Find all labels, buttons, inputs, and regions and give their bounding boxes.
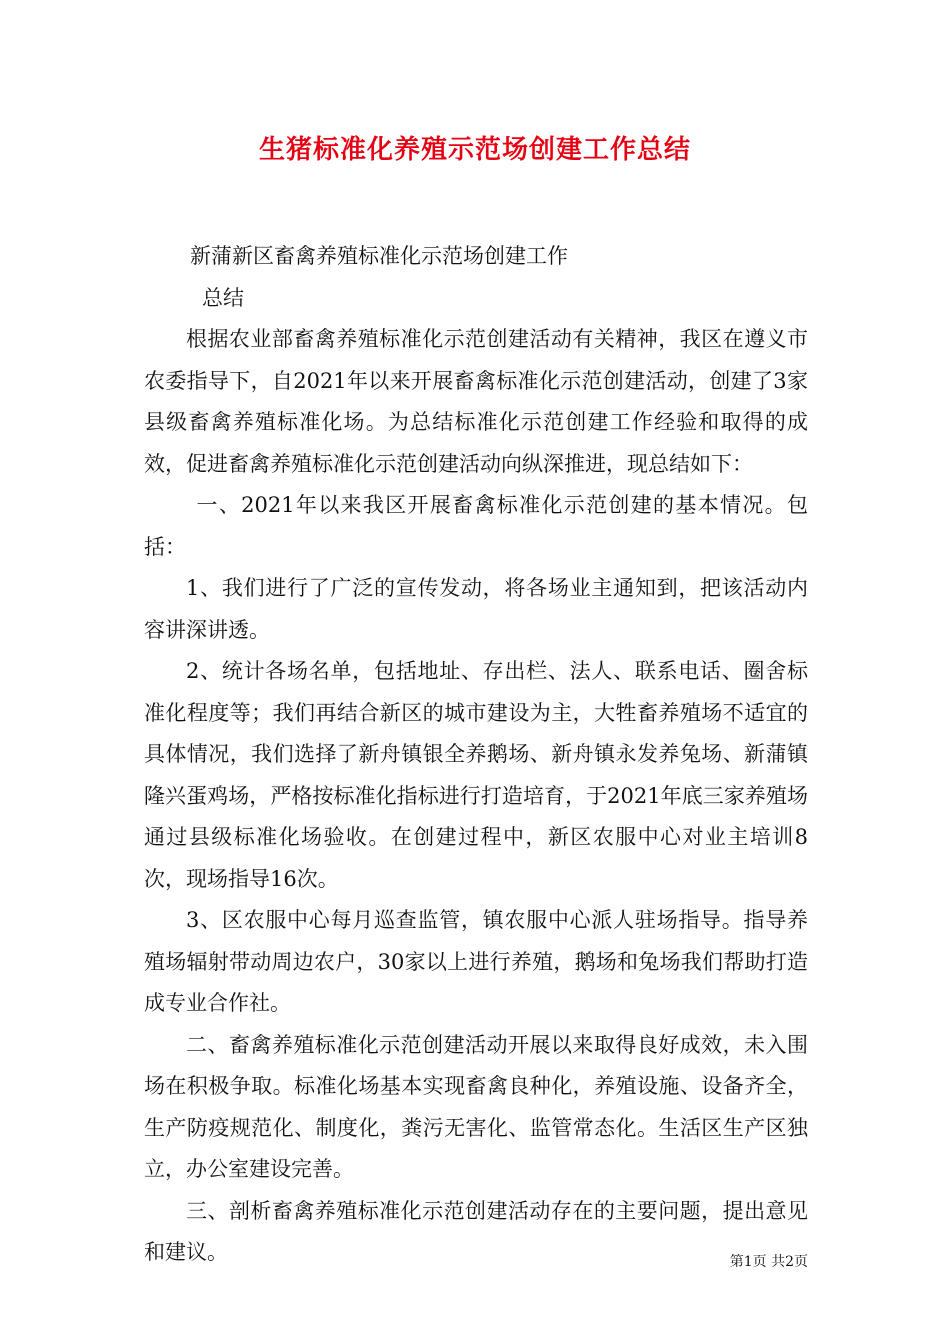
document-title: 生猪标准化养殖示范场创建工作总结 <box>258 135 691 165</box>
paragraph-section-3: 三、剖析畜禽养殖标准化示范创建活动存在的主要问题，提出意见和建议。 <box>144 1198 808 1264</box>
document-subtitle-line2: 总结 <box>202 285 244 310</box>
document-subtitle-line1: 新蒲新区畜禽养殖标准化示范场创建工作 <box>190 244 568 268</box>
paragraph-section-1: 一、2021年以来我区开展畜禽标准化示范创建的基本情况。包括： <box>144 493 808 559</box>
document-body <box>144 236 808 1274</box>
paragraph-item-3: 3、区农服中心每月巡查监管，镇农服中心派人驻场指导。指导养殖场辐射带动周边农户，30家以上进行养殖，鹅场和兔场我们帮助打造成专业合作社。 <box>144 908 808 1015</box>
paragraph-item-2: 2、统计各场名单，包括地址、存出栏、法人、联系电话、圈舍标准化程度等；我们再结合新区的城市建设为主，大牲畜养殖场不适宜的具体情况，我们选择了新舟镇银全养鹅场、新舟镇永发养兔场、新蒲镇隆兴蛋鸡场，严格按标准化指标进行打造培育，于2021年底三家养殖场通过县级标准化场验收。在创建过程中，新区农服中心对业主培训8次，现场指导16次。 <box>144 659 808 891</box>
paragraph-intro: 根据农业部畜禽养殖标准化示范创建活动有关精神，我区在遵义市农委指导下，自2021年以来开展畜禽标准化示范创建活动，创建了3家县级畜禽养殖标准化场。为总结标准化示范创建工作经验和取得的成效，促进畜禽养殖标准化示范创建活动向纵深推进，现总结如下： <box>144 327 808 476</box>
paragraph-section-2: 二、畜禽养殖标准化示范创建活动开展以来取得良好成效，未入围场在积极争取。标准化场基本实现畜禽良种化，养殖设施、设备齐全，生产防疫规范化、制度化，粪污无害化、监管常态化。生活区生产区独立，办公室建设完善。 <box>144 1032 808 1181</box>
paragraph-item-1: 1、我们进行了广泛的宣传发动，将各场业主通知到，把该活动内容讲深讲透。 <box>144 576 808 642</box>
page-number: 第1页 共2页 <box>729 1254 808 1270</box>
